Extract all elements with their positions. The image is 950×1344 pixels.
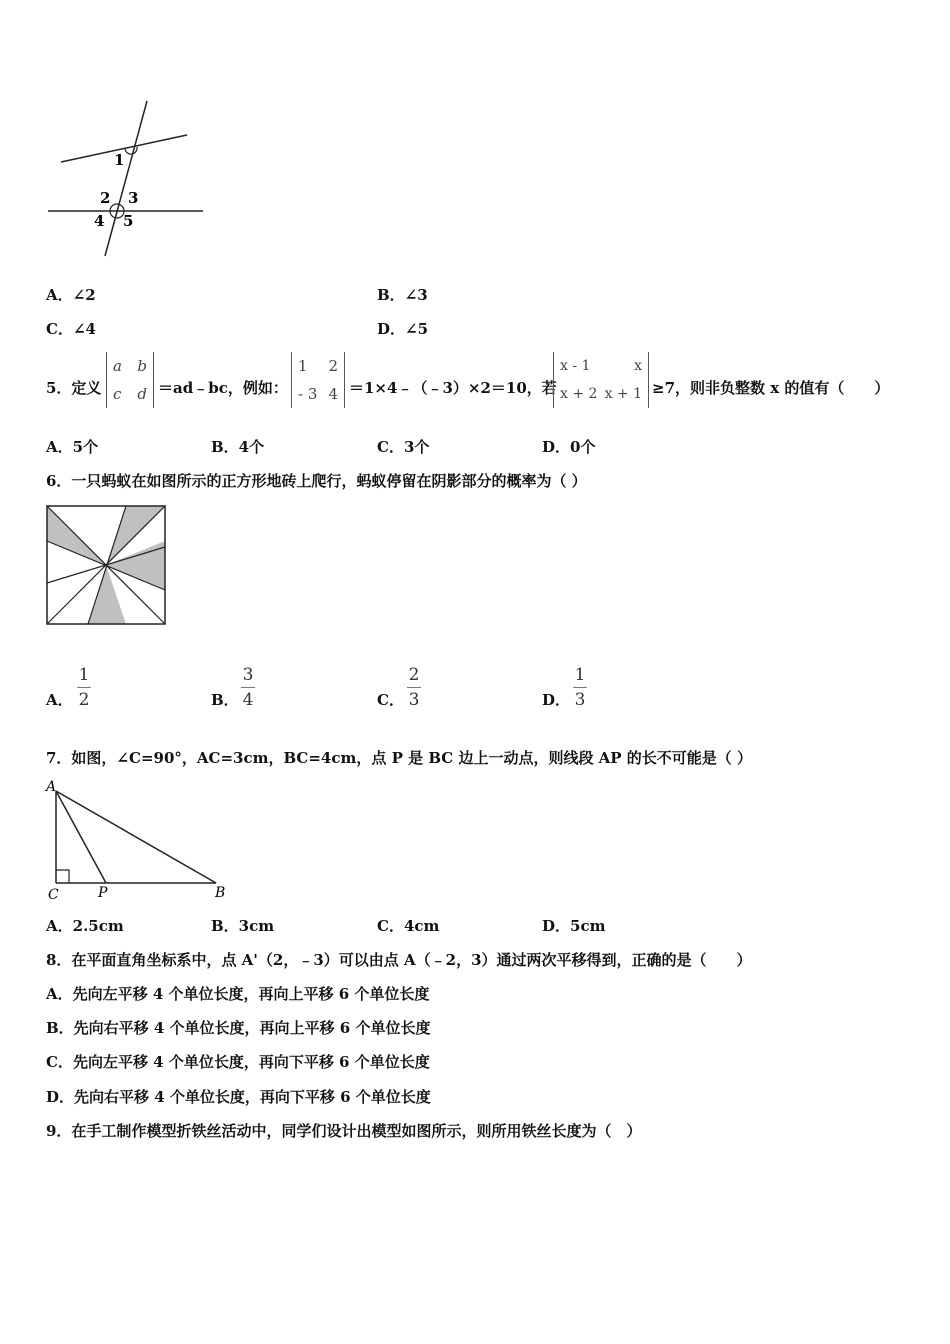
q7-option-d[interactable]: D．5cm (542, 917, 606, 935)
q6-option-d-numerator: 1 (574, 665, 586, 685)
q6-option-d-denominator: 3 (574, 690, 586, 710)
q4-label-5: 5 (123, 212, 134, 230)
q6-option-a-label[interactable]: A． (46, 691, 73, 709)
q6-option-d-fraction (573, 666, 587, 709)
q4-label-3: 3 (128, 189, 139, 207)
q6-option-b-label[interactable]: B． (211, 691, 239, 709)
q8-option-a[interactable]: A．先向左平移 4 个单位长度，再向上平移 6 个单位长度 (46, 985, 430, 1003)
q6-option-c-denominator: 3 (408, 690, 420, 710)
q6-option-c-label[interactable]: C． (377, 691, 404, 709)
q8-stem: 8．在平面直角坐标系中，点 A'（2，﹣3）可以由点 A（﹣2，3）通过两次平移得到，正确的是（ ） (46, 951, 752, 969)
q6-tile-figure (46, 505, 168, 627)
q5-det3-a: x - 1 (560, 358, 591, 374)
q6-shade-bottom (88, 565, 126, 624)
q5-det2-a: 1 (298, 357, 308, 375)
q8-option-d[interactable]: D．先向右平移 4 个单位长度，再向下平移 6 个单位长度 (46, 1088, 431, 1106)
q4-label-4: 4 (94, 212, 105, 230)
q5-suffix: ≥7，则非负整数 x 的值有（ ） (652, 379, 890, 397)
q7-stem: 7．如图，∠C=90°，AC=3cm，BC=4cm，点 P 是 BC 边上一动点，则线段 AP 的长不可能是（ ） (46, 749, 753, 767)
q5-definition-text: ＝ad﹣bc，例如： (158, 379, 288, 397)
q6-option-d-label[interactable]: D． (542, 691, 571, 709)
q6-option-c-numerator: 2 (408, 665, 420, 685)
q6-option-c-fraction-bar (407, 687, 421, 688)
q6-option-a-fraction (77, 666, 91, 709)
q7-label-b: B (215, 885, 226, 901)
q5-option-d[interactable]: D．0个 (542, 438, 596, 456)
q5-det2-b: 2 (328, 357, 338, 375)
q5-det1-d: d (137, 385, 147, 403)
q8-option-c[interactable]: C．先向左平移 4 个单位长度，再向下平移 6 个单位长度 (46, 1053, 430, 1071)
q5-option-c[interactable]: C．3个 (377, 438, 430, 456)
q5-det2-c: - 3 (298, 385, 318, 403)
q7-label-p: P (98, 885, 108, 901)
q5-det1-c: c (113, 385, 122, 403)
q6-stem: 6．一只蚂蚁在如图所示的正方形地砖上爬行，蚂蚁停留在阴影部分的概率为（ ） (46, 472, 587, 490)
q7-label-a: A (46, 779, 57, 795)
q7-option-a[interactable]: A．2.5cm (46, 917, 124, 935)
q4-option-d[interactable]: D．∠5 (377, 320, 429, 338)
q4-label-1: 1 (114, 151, 125, 169)
q6-option-b-denominator: 4 (242, 690, 254, 710)
q8-option-b[interactable]: B．先向右平移 4 个单位长度，再向上平移 6 个单位长度 (46, 1019, 431, 1037)
q7-side-ab (56, 791, 216, 883)
q4-label-2: 2 (100, 189, 111, 207)
q4-transversal (105, 101, 147, 256)
q4-option-b[interactable]: B．∠3 (377, 286, 428, 304)
q5-det2-d: 4 (328, 385, 338, 403)
q7-label-c: C (48, 887, 59, 903)
q5-determinant-definition (106, 352, 154, 408)
q6-option-a-numerator: 1 (78, 665, 90, 685)
q4-angle-figure (45, 98, 205, 258)
q7-option-b[interactable]: B．3cm (211, 917, 275, 935)
q5-prefix: 5．定义 (46, 379, 102, 397)
q6-option-b-fraction (241, 666, 255, 709)
q6-option-a-fraction-bar (77, 687, 91, 688)
q6-option-b-numerator: 3 (242, 665, 254, 685)
q5-det1-a: a (113, 357, 122, 375)
q6-option-b-fraction-bar (241, 687, 255, 688)
q6-option-a-denominator: 2 (78, 690, 90, 710)
q5-example-text: ＝1×4﹣（﹣3）×2＝10，若 (349, 379, 557, 397)
q6-option-c-fraction (407, 666, 421, 709)
q5-determinant-example (291, 352, 345, 408)
q7-option-c[interactable]: C．4cm (377, 917, 440, 935)
q7-triangle-figure (44, 777, 234, 902)
q5-det3-d: x + 1 (604, 386, 642, 402)
q4-option-a[interactable]: A．∠2 (46, 286, 96, 304)
q7-right-angle-mark (56, 870, 69, 883)
q5-determinant-condition (553, 352, 649, 408)
q5-det3-c: x + 2 (560, 386, 598, 402)
q9-stem: 9．在手工制作模型折铁丝活动中，同学们设计出模型如图所示，则所用铁丝长度为（ ） (46, 1122, 642, 1140)
q5-det1-b: b (137, 357, 147, 375)
q5-det3-b: x (634, 358, 642, 374)
q4-option-c[interactable]: C．∠4 (46, 320, 96, 338)
q5-option-b[interactable]: B．4个 (211, 438, 265, 456)
q5-option-a[interactable]: A．5个 (46, 438, 99, 456)
q6-option-d-fraction-bar (573, 687, 587, 688)
